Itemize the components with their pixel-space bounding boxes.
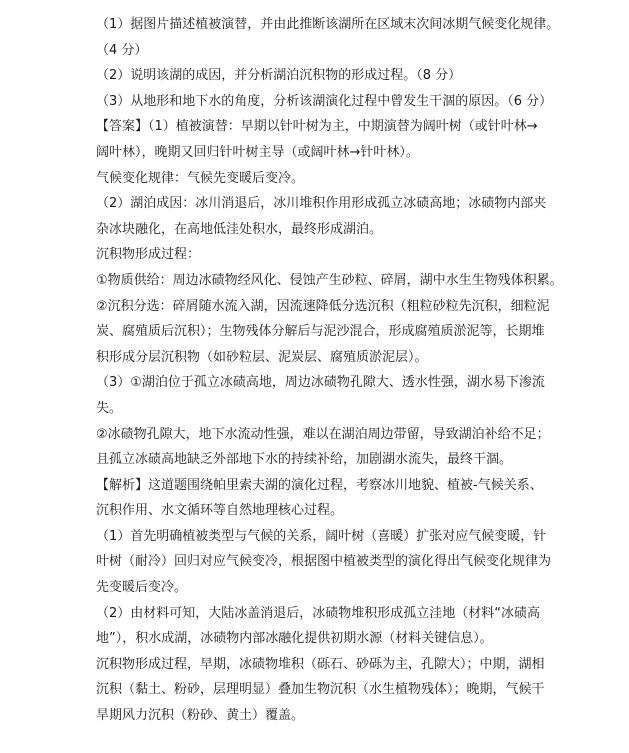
answer-1-line-2: 阔叶林），晚期又回归针叶树主导（或阔叶林→针叶林）。: [96, 144, 419, 160]
analysis-2-line-1: （2）由材料可知，大陆冰盖消退后，冰碛物堆积形成孤立洼地（材料“冰碛高: [96, 605, 541, 621]
answer-3-line-4: 且孤立冰碛高地缺乏外部地下水的持续补给，加剧湖水流失，最终干涸。: [96, 452, 513, 468]
sediment-heading: 沉积物形成过程：: [96, 247, 201, 263]
answer-3-line-3: ②冰碛物孔隙大，地下水流动性强，难以在湖泊周边带留，导致湖泊补给不足；: [96, 426, 550, 442]
answer-2-line-1: （2）湖泊成因：冰川消退后，冰川堆积作用形成孤立冰碛高地；冰碛物内部夹: [96, 196, 547, 212]
answer-3-line-2: 失。: [96, 400, 123, 416]
answer-2-line-2: 杂冰块融化，在高地低洼处积水，最终形成湖泊。: [96, 221, 383, 237]
answer-1-climate: 气候变化规律：气候先变暖后变冷。: [96, 170, 305, 186]
analysis-1-line-3: 先变暖后变冷。: [96, 580, 188, 596]
question-3-text: （3）从地形和地下水的角度，分析该湖演化过程中曾发生干涸的原因。（6 分）: [96, 93, 553, 109]
analysis-1-line-1: （1）首先明确植被类型与气候的关系，阔叶树（喜暖）扩张对应气候变暖，针: [96, 528, 547, 544]
sediment-sorting-line-1: ②沉积分选：碎屑随水流入湖，因流速降低分选沉积（粗粒砂粒先沉积，细粒泥: [96, 298, 550, 314]
answer-3-line-1: （3）①湖泊位于孤立冰碛高地，周边冰碛物孔隙大、透水性强，湖水易下渗流: [96, 375, 545, 391]
sediment-sorting-line-3: 积形成分层沉积物（如砂粒层、泥炭层、腐殖质淤泥层）。: [96, 349, 428, 365]
answer-1-line-1: 【答案】（1）植被演替：早期以针叶树为主，中期演替为阔叶树（或针叶林→: [96, 119, 538, 135]
question-1-score: （4 分）: [96, 42, 148, 58]
question-2-text: （2）说明该湖的成因，并分析湖泊沉积物的形成过程。（8 分）: [96, 68, 462, 84]
analysis-2-line-4: 沉积（黏土、粉砂，层理明显）叠加生物沉积（水生植物残体）；晚期，气候干: [96, 682, 545, 698]
analysis-2-line-5: 旱期风力沉积（粉砂、黄土）覆盖。: [96, 708, 305, 724]
question-1-text: （1）据图片描述植被演替，并由此推断该湖所在区域末次间冰期气候变化规律。: [96, 17, 560, 32]
analysis-line-1: 【解析】这道题围绕帕里索夫湖的演化过程，考察冰川地貌、植被-气候关系、: [96, 477, 543, 493]
analysis-line-2: 沉积作用、水文循环等自然地理核心过程。: [96, 503, 344, 519]
analysis-1-line-2: 叶树（耐冷）回归对应气候变冷，根据图中植被类型的演化得出气候变化规律为: [96, 554, 552, 570]
analysis-2-line-3: 沉积物形成过程，早期，冰碛物堆积（砾石、砂砾为主，孔隙大）；中期，湖相: [96, 656, 545, 672]
analysis-2-line-2: 地”），积水成湖，冰碛物内部冰融化提供初期水源（材料关键信息）。: [96, 631, 493, 647]
sediment-supply: ①物质供给：周边冰碛物经风化、侵蚀产生砂粒、碎屑，湖中水生生物残体积累。: [96, 272, 563, 288]
sediment-sorting-line-2: 炭、腐殖质后沉积）；生物残体分解后与泥沙混合，形成腐殖质淤泥等，长期堆: [96, 324, 545, 340]
